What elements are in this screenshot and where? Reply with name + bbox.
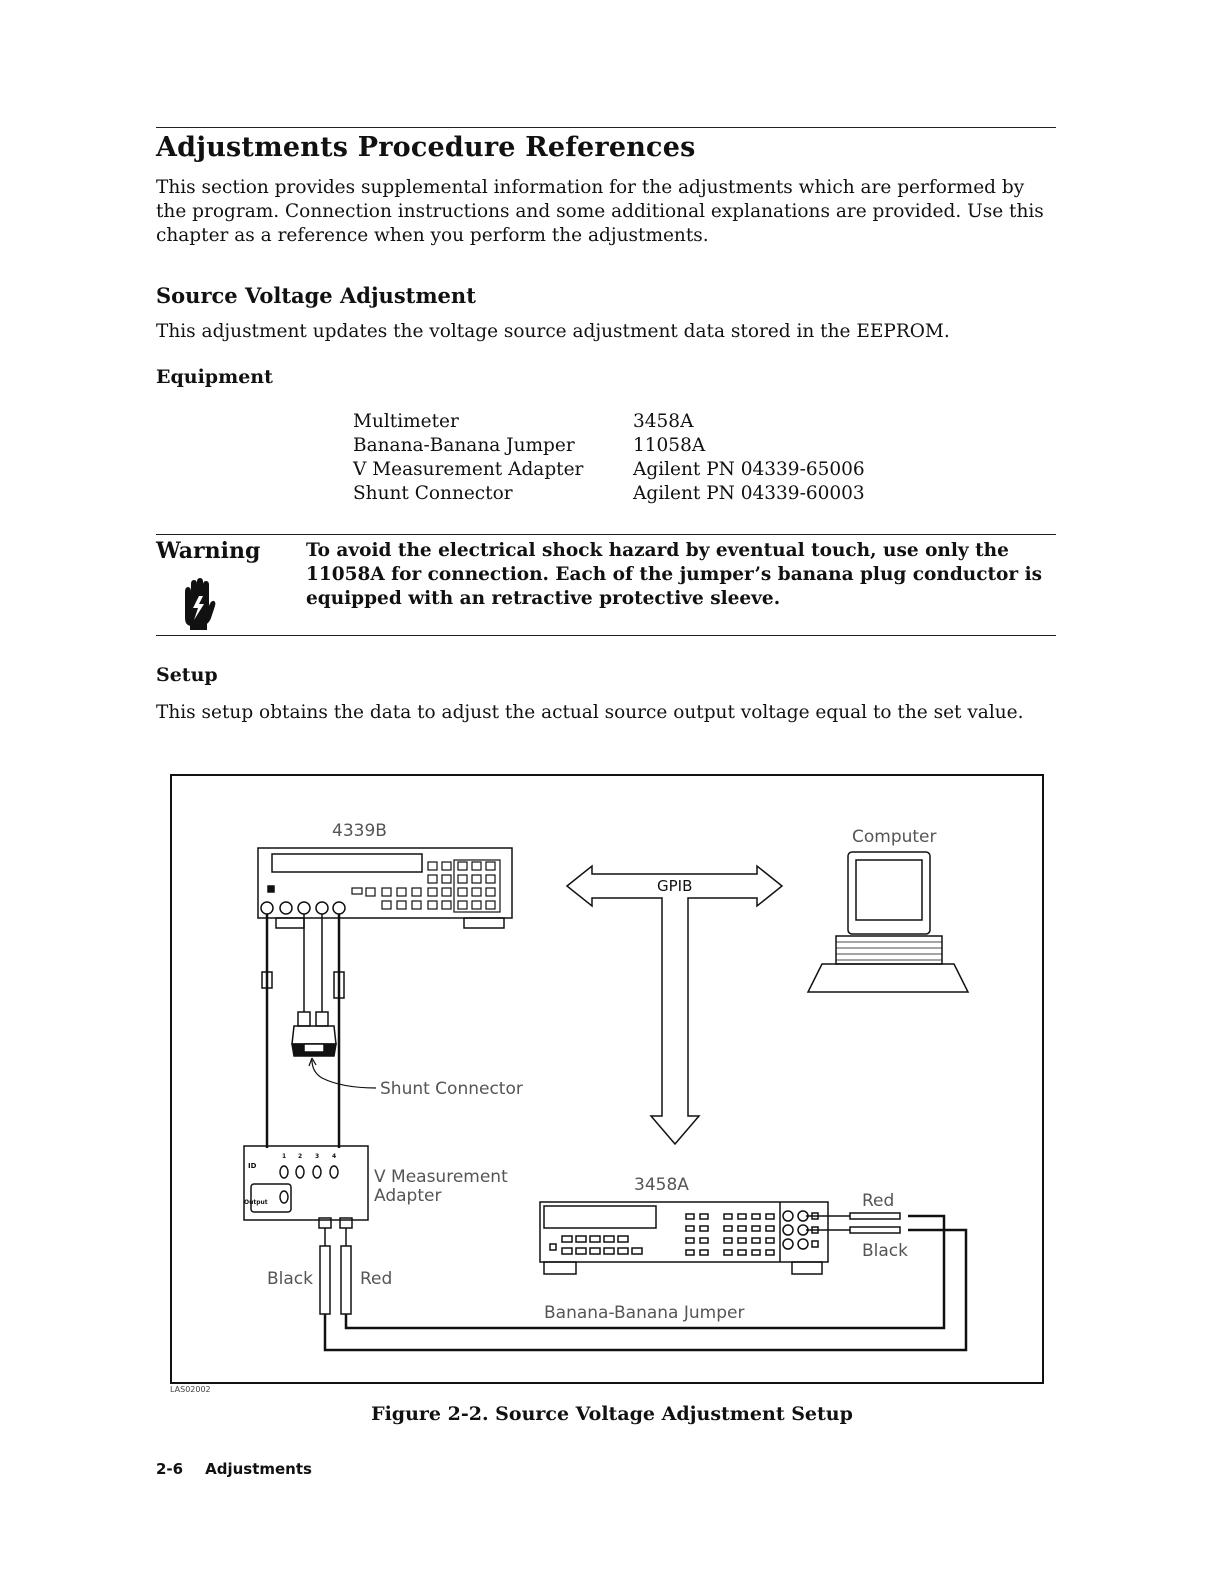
analyzer-4339b [258, 848, 512, 928]
page-title: Adjustments Procedure References [156, 132, 696, 163]
equipment-name: Banana-Banana Jumper [353, 435, 575, 456]
warning-top-rule [156, 534, 1056, 535]
label-port-4: 4 [332, 1153, 337, 1160]
label-analyzer: 4339B [332, 821, 387, 841]
computer [808, 852, 968, 992]
chapter-name: Adjustments [205, 1460, 312, 1478]
label-black-adapter: Black [267, 1269, 313, 1289]
equipment-name: V Measurement Adapter [353, 459, 584, 480]
page-number: 2-6 [156, 1460, 184, 1478]
label-red-dmm: Red [862, 1191, 895, 1211]
equipment-model: 11058A [633, 435, 706, 456]
equipment-name: Shunt Connector [353, 483, 513, 504]
warning-bottom-rule [156, 635, 1056, 636]
label-red-adapter: Red [360, 1269, 393, 1289]
setup-heading: Setup [156, 664, 218, 686]
equipment-model: Agilent PN 04339-65006 [633, 459, 865, 480]
label-adapter-id: ID [248, 1162, 257, 1170]
hand-shock-icon [180, 578, 216, 630]
page-footer [156, 1460, 312, 1478]
gpib-bus [567, 866, 782, 1144]
label-computer: Computer [852, 827, 937, 847]
label-black-dmm: Black [862, 1241, 908, 1261]
analyzer-cables [262, 914, 344, 1148]
subsection-title: Source Voltage Adjustment [156, 283, 476, 308]
equipment-row [353, 434, 865, 458]
warning-label: Warning [156, 538, 261, 564]
label-gpib: GPIB [657, 877, 693, 895]
equipment-row [353, 410, 865, 434]
setup-diagram [170, 774, 1044, 1384]
equipment-model: Agilent PN 04339-60003 [633, 483, 865, 504]
label-port-1: 1 [282, 1153, 287, 1160]
equipment-row [353, 482, 865, 506]
equipment-model: 3458A [633, 411, 694, 432]
v-measurement-adapter [244, 1146, 368, 1228]
setup-diagram-svg [172, 776, 1046, 1386]
label-adapter-line2: Adapter [374, 1186, 442, 1206]
equipment-table [353, 410, 865, 506]
top-rule [156, 127, 1056, 128]
equipment-heading: Equipment [156, 366, 273, 388]
section-intro: This section provides supplemental information for the adjustments which are performed by the program. Connection instructions and some additional explanations are provided. Use this chapter as a reference when you perform the adjustments. [156, 177, 1044, 246]
adapter-leads [320, 1216, 966, 1350]
shunt-connector [292, 1012, 376, 1088]
warning-text: To avoid the electrical shock hazard by eventual touch, use only the 11058A for connection. Each of the jumper’s banana plug conductor is equipped with an retractive protective sleeve. [306, 540, 1043, 609]
label-adapter-output: Output [244, 1199, 268, 1206]
label-port-2: 2 [298, 1153, 303, 1160]
label-port-3: 3 [315, 1153, 320, 1160]
label-multimeter: 3458A [634, 1175, 689, 1195]
label-shunt-connector: Shunt Connector [380, 1079, 523, 1099]
figure-caption: Figure 2-2. Source Voltage Adjustment Setup [371, 1403, 853, 1425]
figure-id: LAS02002 [170, 1385, 211, 1394]
multimeter-3458a [540, 1202, 900, 1274]
equipment-name: Multimeter [353, 411, 459, 432]
subsection-intro: This adjustment updates the voltage source adjustment data stored in the EEPROM. [156, 321, 950, 342]
setup-text: This setup obtains the data to adjust the actual source output voltage equal to the set value. [156, 702, 1024, 723]
label-jumper: Banana-Banana Jumper [544, 1303, 745, 1323]
label-adapter-line1: V Measurement [374, 1167, 508, 1187]
equipment-row [353, 458, 865, 482]
